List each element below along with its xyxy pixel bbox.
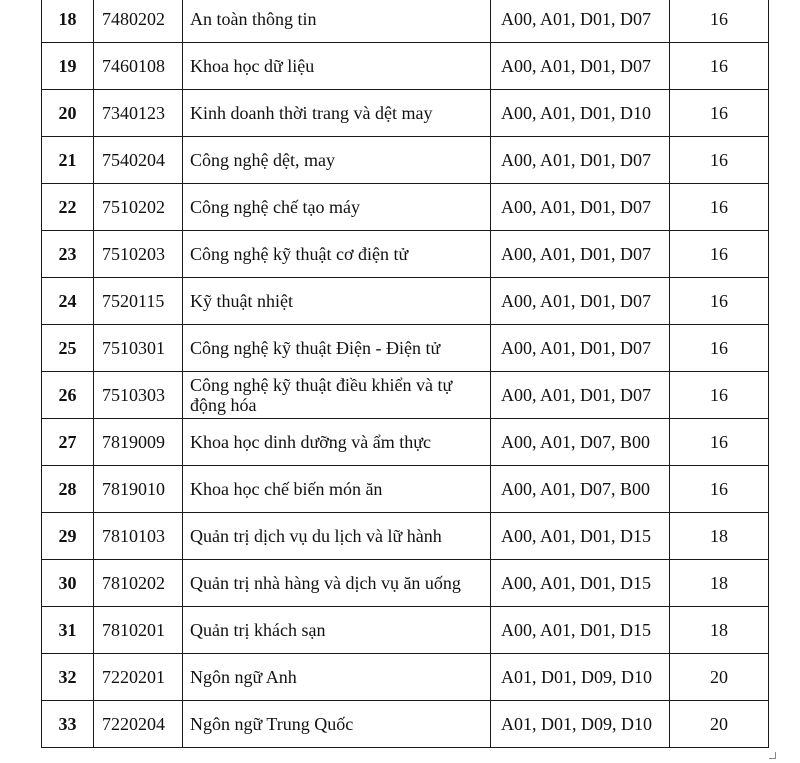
major-code: 7510301 (94, 325, 183, 372)
subject-combinations: A00, A01, D01, D15 (491, 560, 670, 607)
table-row (42, 278, 769, 325)
row-number: 25 (42, 325, 94, 372)
minimum-score: 16 (670, 419, 769, 466)
major-code: 7810202 (94, 560, 183, 607)
major-code: 7540204 (94, 137, 183, 184)
major-name: Kinh doanh thời trang và dệt may (183, 90, 491, 137)
major-code: 7460108 (94, 43, 183, 90)
minimum-score: 16 (670, 325, 769, 372)
table-row (42, 701, 769, 748)
table-row (42, 607, 769, 654)
subject-combinations: A00, A01, D01, D07 (491, 184, 670, 231)
major-name: Quản trị dịch vụ du lịch và lữ hành (183, 513, 491, 560)
major-code: 7810201 (94, 607, 183, 654)
row-number: 19 (42, 43, 94, 90)
major-name: Công nghệ kỹ thuật cơ điện tử (183, 231, 491, 278)
subject-combinations: A00, A01, D01, D07 (491, 137, 670, 184)
major-code: 7510203 (94, 231, 183, 278)
minimum-score: 16 (670, 43, 769, 90)
page-corner-mark (769, 752, 776, 759)
table-row (42, 0, 769, 43)
table-body (42, 0, 769, 748)
subject-combinations: A00, A01, D01, D07 (491, 325, 670, 372)
minimum-score: 16 (670, 0, 769, 43)
minimum-score: 16 (670, 231, 769, 278)
admission-table (41, 0, 769, 748)
minimum-score: 16 (670, 372, 769, 419)
minimum-score: 16 (670, 184, 769, 231)
subject-combinations: A00, A01, D01, D07 (491, 372, 670, 419)
major-code: 7510303 (94, 372, 183, 419)
row-number: 20 (42, 90, 94, 137)
row-number: 27 (42, 419, 94, 466)
row-number: 21 (42, 137, 94, 184)
minimum-score: 16 (670, 466, 769, 513)
major-code: 7340123 (94, 90, 183, 137)
table-row (42, 90, 769, 137)
row-number: 28 (42, 466, 94, 513)
row-number: 24 (42, 278, 94, 325)
major-name: Công nghệ chế tạo máy (183, 184, 491, 231)
table-row (42, 43, 769, 90)
row-number: 22 (42, 184, 94, 231)
major-name: An toàn thông tin (183, 0, 491, 43)
table-row (42, 466, 769, 513)
minimum-score: 20 (670, 701, 769, 748)
table-row (42, 513, 769, 560)
major-name: Công nghệ kỹ thuật điều khiển và tự động hóa (183, 372, 491, 419)
major-name: Khoa học chế biến món ăn (183, 466, 491, 513)
minimum-score: 18 (670, 607, 769, 654)
row-number: 23 (42, 231, 94, 278)
subject-combinations: A00, A01, D07, B00 (491, 466, 670, 513)
table-row (42, 137, 769, 184)
major-name: Khoa học dữ liệu (183, 43, 491, 90)
row-number: 31 (42, 607, 94, 654)
subject-combinations: A00, A01, D01, D15 (491, 607, 670, 654)
row-number: 33 (42, 701, 94, 748)
subject-combinations: A00, A01, D01, D15 (491, 513, 670, 560)
subject-combinations: A00, A01, D01, D07 (491, 278, 670, 325)
minimum-score: 16 (670, 90, 769, 137)
major-code: 7810103 (94, 513, 183, 560)
table-row (42, 372, 769, 419)
row-number: 26 (42, 372, 94, 419)
major-name: Công nghệ dệt, may (183, 137, 491, 184)
row-number: 29 (42, 513, 94, 560)
major-name: Khoa học dinh dưỡng và ẩm thực (183, 419, 491, 466)
major-name: Quản trị nhà hàng và dịch vụ ăn uống (183, 560, 491, 607)
major-name: Kỹ thuật nhiệt (183, 278, 491, 325)
major-name: Công nghệ kỹ thuật Điện - Điện tử (183, 325, 491, 372)
table-row (42, 231, 769, 278)
subject-combinations: A00, A01, D01, D07 (491, 0, 670, 43)
table-row (42, 654, 769, 701)
minimum-score: 16 (670, 137, 769, 184)
table-row (42, 184, 769, 231)
minimum-score: 20 (670, 654, 769, 701)
major-code: 7480202 (94, 0, 183, 43)
major-code: 7819009 (94, 419, 183, 466)
major-code: 7520115 (94, 278, 183, 325)
major-code: 7220201 (94, 654, 183, 701)
major-code: 7510202 (94, 184, 183, 231)
subject-combinations: A01, D01, D09, D10 (491, 654, 670, 701)
major-name: Ngôn ngữ Anh (183, 654, 491, 701)
minimum-score: 18 (670, 560, 769, 607)
admission-table-container (41, 0, 768, 748)
major-name: Ngôn ngữ Trung Quốc (183, 701, 491, 748)
row-number: 32 (42, 654, 94, 701)
subject-combinations: A00, A01, D01, D07 (491, 43, 670, 90)
major-code: 7819010 (94, 466, 183, 513)
row-number: 18 (42, 0, 94, 43)
subject-combinations: A01, D01, D09, D10 (491, 701, 670, 748)
table-row (42, 325, 769, 372)
major-name: Quản trị khách sạn (183, 607, 491, 654)
table-row (42, 560, 769, 607)
subject-combinations: A00, A01, D07, B00 (491, 419, 670, 466)
subject-combinations: A00, A01, D01, D07 (491, 231, 670, 278)
table-row (42, 419, 769, 466)
subject-combinations: A00, A01, D01, D10 (491, 90, 670, 137)
major-code: 7220204 (94, 701, 183, 748)
minimum-score: 16 (670, 278, 769, 325)
minimum-score: 18 (670, 513, 769, 560)
row-number: 30 (42, 560, 94, 607)
